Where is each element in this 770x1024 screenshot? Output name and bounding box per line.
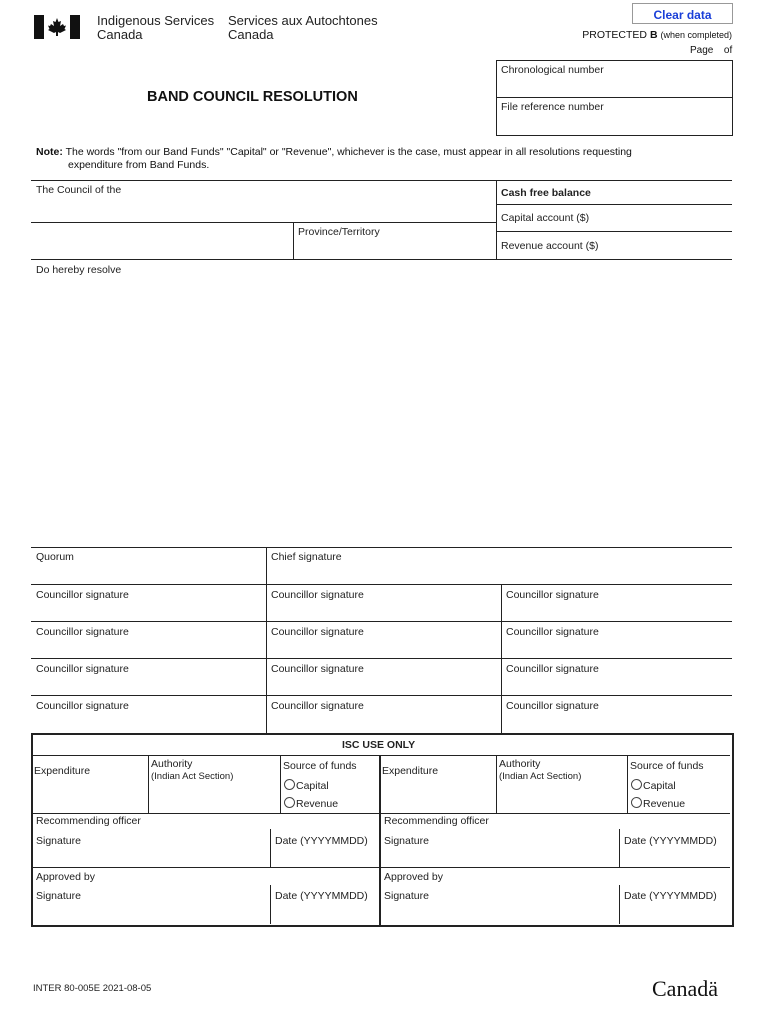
chronological-number-field[interactable]: Chronological number <box>501 64 604 76</box>
clear-data-button[interactable]: Clear data <box>632 3 733 24</box>
capital-radio[interactable]: Capital <box>284 779 329 792</box>
chief-signature-field[interactable]: Chief signature <box>271 551 342 563</box>
capital-account-field[interactable]: Capital account ($) <box>501 212 590 224</box>
authority-note: (Indian Act Section) <box>151 771 234 782</box>
page-number: Page of <box>690 45 733 56</box>
signature-field[interactable]: Signature <box>384 890 429 902</box>
approved-by-label: Approved by <box>384 871 443 883</box>
isc-use-only-heading: ISC USE ONLY <box>342 739 416 751</box>
councillor-signature-field[interactable]: Councillor signature <box>506 663 599 675</box>
date-field[interactable]: Date (YYYYMMDD) <box>624 835 717 847</box>
resolution-text-field[interactable]: Do hereby resolve <box>36 264 122 276</box>
cash-free-balance-heading: Cash free balance <box>501 187 591 199</box>
revenue-radio[interactable]: Revenue <box>284 797 338 810</box>
radio-button-icon[interactable] <box>631 797 642 808</box>
radio-button-icon[interactable] <box>631 779 642 790</box>
councillor-signature-field[interactable]: Councillor signature <box>36 700 129 712</box>
radio-button-icon[interactable] <box>284 779 295 790</box>
signature-field[interactable]: Signature <box>36 890 81 902</box>
expenditure-field[interactable]: Expenditure <box>34 765 91 777</box>
revenue-account-field[interactable]: Revenue account ($) <box>501 240 599 252</box>
councillor-signature-field[interactable]: Councillor signature <box>271 589 364 601</box>
authority-field[interactable]: Authority <box>499 758 541 770</box>
council-of-field[interactable]: The Council of the <box>36 184 122 196</box>
councillor-signature-field[interactable]: Councillor signature <box>271 626 364 638</box>
councillor-signature-field[interactable]: Councillor signature <box>36 663 129 675</box>
department-name-french: Services aux Autochtones Canada <box>228 13 378 42</box>
councillor-signature-field[interactable]: Councillor signature <box>271 663 364 675</box>
file-reference-number-field[interactable]: File reference number <box>501 101 604 113</box>
councillor-signature-field[interactable]: Councillor signature <box>506 700 599 712</box>
source-of-funds-label: Source of funds <box>283 760 357 772</box>
date-field[interactable]: Date (YYYYMMDD) <box>624 890 717 902</box>
canada-flag-icon <box>34 15 80 39</box>
signature-field[interactable]: Signature <box>384 835 429 847</box>
councillor-signature-field[interactable]: Councillor signature <box>36 626 129 638</box>
approved-by-label: Approved by <box>36 871 95 883</box>
councillor-signature-field[interactable]: Councillor signature <box>271 700 364 712</box>
recommending-officer-label: Recommending officer <box>384 815 489 827</box>
note-text: Note: The words "from our Band Funds" "Capital" or "Revenue", whichever is the case, must appear in all resolutions requesting expenditure from Band Funds. <box>36 146 632 171</box>
canada-wordmark: Canadä <box>652 976 718 1001</box>
page-title: BAND COUNCIL RESOLUTION <box>147 89 358 105</box>
revenue-radio[interactable]: Revenue <box>631 797 685 810</box>
source-of-funds-label: Source of funds <box>630 760 704 772</box>
form-number: INTER 80-005E 2021-08-05 <box>33 983 152 994</box>
councillor-signature-field[interactable]: Councillor signature <box>36 589 129 601</box>
department-name-english: Indigenous Services Canada <box>97 13 215 42</box>
date-field[interactable]: Date (YYYYMMDD) <box>275 835 368 847</box>
signature-field[interactable]: Signature <box>36 835 81 847</box>
date-field[interactable]: Date (YYYYMMDD) <box>275 890 368 902</box>
capital-radio[interactable]: Capital <box>631 779 676 792</box>
authority-field[interactable]: Authority <box>151 758 193 770</box>
recommending-officer-label: Recommending officer <box>36 815 141 827</box>
province-territory-field[interactable]: Province/Territory <box>298 226 380 238</box>
radio-button-icon[interactable] <box>284 797 295 808</box>
protected-marking: PROTECTED B (when completed) <box>582 29 732 41</box>
expenditure-field[interactable]: Expenditure <box>382 765 439 777</box>
councillor-signature-field[interactable]: Councillor signature <box>506 589 599 601</box>
councillor-signature-field[interactable]: Councillor signature <box>506 626 599 638</box>
authority-note: (Indian Act Section) <box>499 771 582 782</box>
quorum-field[interactable]: Quorum <box>36 551 74 563</box>
